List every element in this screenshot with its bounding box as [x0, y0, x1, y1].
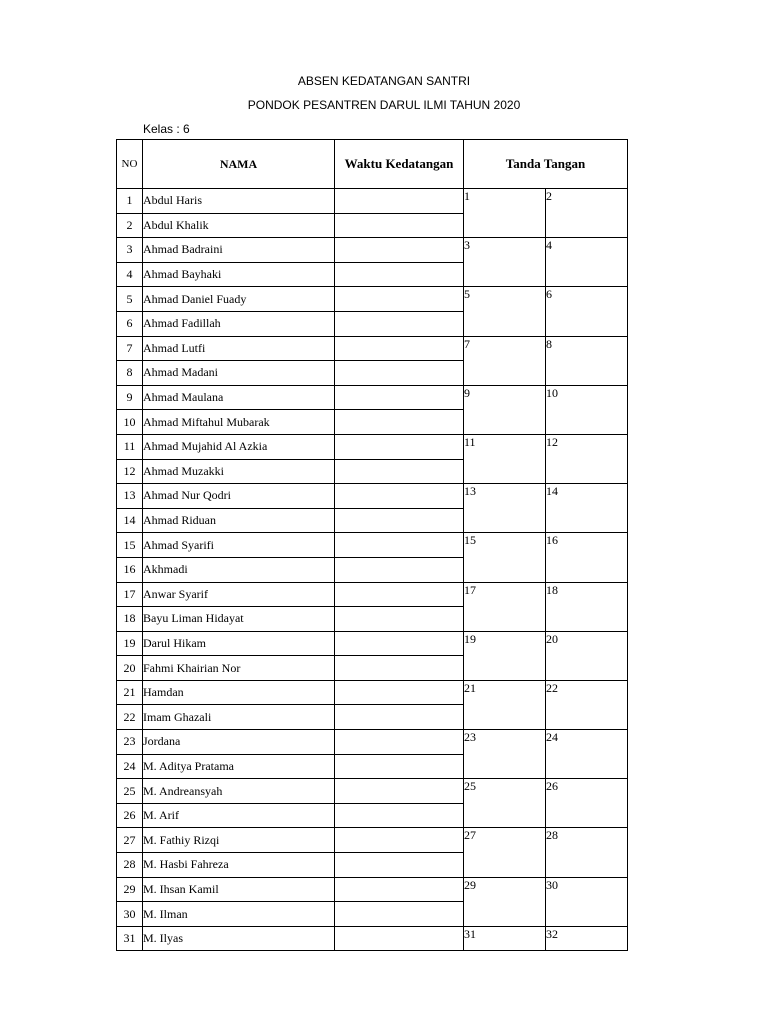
row-number: 10	[117, 410, 143, 435]
row-number: 29	[117, 877, 143, 902]
row-number: 12	[117, 459, 143, 484]
row-nama: Akhmadi	[143, 557, 335, 582]
signature-cell[interactable]: 24	[546, 730, 628, 779]
row-number: 22	[117, 705, 143, 730]
signature-cell[interactable]: 4	[546, 238, 628, 287]
row-nama: Ahmad Lutfi	[143, 336, 335, 361]
row-number: 15	[117, 533, 143, 558]
row-waktu-kedatangan[interactable]	[335, 853, 464, 878]
row-waktu-kedatangan[interactable]	[335, 656, 464, 681]
row-number: 13	[117, 484, 143, 509]
row-nama: Ahmad Nur Qodri	[143, 484, 335, 509]
table-row	[117, 730, 628, 755]
row-nama: M. Hasbi Fahreza	[143, 853, 335, 878]
signature-cell[interactable]: 20	[546, 631, 628, 680]
row-waktu-kedatangan[interactable]	[335, 287, 464, 312]
row-waktu-kedatangan[interactable]	[335, 680, 464, 705]
row-nama: Bayu Liman Hidayat	[143, 607, 335, 632]
row-nama: Ahmad Syarifi	[143, 533, 335, 558]
table-row	[117, 189, 628, 214]
table-row	[117, 287, 628, 312]
row-nama: M. Aditya Pratama	[143, 754, 335, 779]
row-waktu-kedatangan[interactable]	[335, 385, 464, 410]
row-nama: M. Fathiy Rizqi	[143, 828, 335, 853]
table-row	[117, 582, 628, 607]
row-nama: Fahmi Khairian Nor	[143, 656, 335, 681]
signature-cell[interactable]: 17	[464, 582, 546, 631]
row-waktu-kedatangan[interactable]	[335, 754, 464, 779]
row-waktu-kedatangan[interactable]	[335, 361, 464, 386]
row-number: 30	[117, 902, 143, 927]
row-waktu-kedatangan[interactable]	[335, 508, 464, 533]
signature-cell[interactable]: 18	[546, 582, 628, 631]
table-row	[117, 385, 628, 410]
row-nama: Jordana	[143, 730, 335, 755]
signature-cell[interactable]: 19	[464, 631, 546, 680]
row-waktu-kedatangan[interactable]	[335, 213, 464, 238]
document-subtitle: PONDOK PESANTREN DARUL ILMI TAHUN 2020	[247, 98, 521, 112]
signature-cell[interactable]: 22	[546, 680, 628, 729]
row-waktu-kedatangan[interactable]	[335, 582, 464, 607]
row-nama: M. Arif	[143, 803, 335, 828]
signature-cell[interactable]: 26	[546, 779, 628, 828]
row-number: 9	[117, 385, 143, 410]
signature-cell[interactable]: 14	[546, 484, 628, 533]
signature-cell[interactable]: 11	[464, 434, 546, 483]
row-number: 18	[117, 607, 143, 632]
row-waktu-kedatangan[interactable]	[335, 533, 464, 558]
row-number: 26	[117, 803, 143, 828]
signature-cell[interactable]: 21	[464, 680, 546, 729]
row-nama: Ahmad Daniel Fuady	[143, 287, 335, 312]
row-waktu-kedatangan[interactable]	[335, 705, 464, 730]
row-nama: Ahmad Madani	[143, 361, 335, 386]
table-row	[117, 336, 628, 361]
row-nama: Ahmad Mujahid Al Azkia	[143, 434, 335, 459]
table-row	[117, 877, 628, 902]
row-waktu-kedatangan[interactable]	[335, 730, 464, 755]
row-waktu-kedatangan[interactable]	[335, 779, 464, 804]
row-number: 8	[117, 361, 143, 386]
row-number: 19	[117, 631, 143, 656]
signature-cell[interactable]: 32	[546, 926, 628, 951]
row-nama: Hamdan	[143, 680, 335, 705]
row-waktu-kedatangan[interactable]	[335, 607, 464, 632]
row-waktu-kedatangan[interactable]	[335, 238, 464, 263]
row-waktu-kedatangan[interactable]	[335, 262, 464, 287]
row-waktu-kedatangan[interactable]	[335, 189, 464, 214]
row-waktu-kedatangan[interactable]	[335, 902, 464, 927]
row-nama: Ahmad Riduan	[143, 508, 335, 533]
table-row	[117, 533, 628, 558]
row-waktu-kedatangan[interactable]	[335, 557, 464, 582]
row-waktu-kedatangan[interactable]	[335, 410, 464, 435]
signature-cell[interactable]: 27	[464, 828, 546, 877]
signature-cell[interactable]: 12	[546, 434, 628, 483]
row-nama: M. Andreansyah	[143, 779, 335, 804]
row-number: 24	[117, 754, 143, 779]
signature-cell[interactable]: 28	[546, 828, 628, 877]
row-nama: Ahmad Maulana	[143, 385, 335, 410]
row-number: 31	[117, 926, 143, 951]
signature-cell[interactable]: 30	[546, 877, 628, 926]
row-nama: Ahmad Badraini	[143, 238, 335, 263]
row-waktu-kedatangan[interactable]	[335, 828, 464, 853]
signature-cell[interactable]: 1	[464, 189, 546, 238]
row-waktu-kedatangan[interactable]	[335, 459, 464, 484]
table-header-row	[117, 140, 628, 189]
header-tanda-tangan: Tanda Tangan	[464, 140, 628, 189]
row-number: 5	[117, 287, 143, 312]
header-waktu-kedatangan: Waktu Kedatangan	[335, 140, 464, 189]
row-number: 3	[117, 238, 143, 263]
row-number: 28	[117, 853, 143, 878]
signature-cell[interactable]: 6	[546, 287, 628, 336]
signature-cell[interactable]: 13	[464, 484, 546, 533]
row-number: 23	[117, 730, 143, 755]
row-nama: Anwar Syarif	[143, 582, 335, 607]
row-waktu-kedatangan[interactable]	[335, 311, 464, 336]
row-nama: M. Ihsan Kamil	[143, 877, 335, 902]
table-row	[117, 926, 628, 951]
row-nama: Abdul Haris	[143, 189, 335, 214]
kelas-label: Kelas : 6	[143, 122, 190, 136]
row-nama: Darul Hikam	[143, 631, 335, 656]
row-waktu-kedatangan[interactable]	[335, 631, 464, 656]
row-number: 14	[117, 508, 143, 533]
table-row	[117, 779, 628, 804]
header-nama: NAMA	[143, 140, 335, 189]
signature-cell[interactable]: 23	[464, 730, 546, 779]
signature-cell[interactable]: 2	[546, 189, 628, 238]
row-number: 16	[117, 557, 143, 582]
signature-cell[interactable]: 10	[546, 385, 628, 434]
signature-cell[interactable]: 3	[464, 238, 546, 287]
signature-cell[interactable]: 29	[464, 877, 546, 926]
signature-cell[interactable]: 16	[546, 533, 628, 582]
row-waktu-kedatangan[interactable]	[335, 926, 464, 951]
row-nama: Ahmad Muzakki	[143, 459, 335, 484]
row-number: 1	[117, 189, 143, 214]
signature-cell[interactable]: 5	[464, 287, 546, 336]
row-number: 7	[117, 336, 143, 361]
signature-cell[interactable]: 25	[464, 779, 546, 828]
row-number: 11	[117, 434, 143, 459]
row-waktu-kedatangan[interactable]	[335, 803, 464, 828]
row-waktu-kedatangan[interactable]	[335, 877, 464, 902]
table-row	[117, 238, 628, 263]
attendance-table	[116, 139, 628, 951]
signature-cell[interactable]: 9	[464, 385, 546, 434]
row-waktu-kedatangan[interactable]	[335, 434, 464, 459]
table-row	[117, 434, 628, 459]
row-waktu-kedatangan[interactable]	[335, 336, 464, 361]
header-no: NO	[117, 140, 143, 189]
signature-cell[interactable]: 31	[464, 926, 546, 951]
row-number: 17	[117, 582, 143, 607]
row-number: 2	[117, 213, 143, 238]
row-number: 21	[117, 680, 143, 705]
table-row	[117, 680, 628, 705]
row-number: 27	[117, 828, 143, 853]
signature-cell[interactable]: 8	[546, 336, 628, 385]
row-nama: Ahmad Fadillah	[143, 311, 335, 336]
row-number: 20	[117, 656, 143, 681]
row-nama: Ahmad Miftahul Mubarak	[143, 410, 335, 435]
signature-cell[interactable]: 7	[464, 336, 546, 385]
document-title: ABSEN KEDATANGAN SANTRI	[297, 74, 471, 88]
row-nama: Ahmad Bayhaki	[143, 262, 335, 287]
row-nama: M. Ilyas	[143, 926, 335, 951]
row-number: 4	[117, 262, 143, 287]
row-number: 6	[117, 311, 143, 336]
row-nama: Imam Ghazali	[143, 705, 335, 730]
table-row	[117, 484, 628, 509]
row-number: 25	[117, 779, 143, 804]
row-nama: Abdul Khalik	[143, 213, 335, 238]
row-waktu-kedatangan[interactable]	[335, 484, 464, 509]
row-nama: M. Ilman	[143, 902, 335, 927]
signature-cell[interactable]: 15	[464, 533, 546, 582]
table-row	[117, 631, 628, 656]
table-row	[117, 828, 628, 853]
